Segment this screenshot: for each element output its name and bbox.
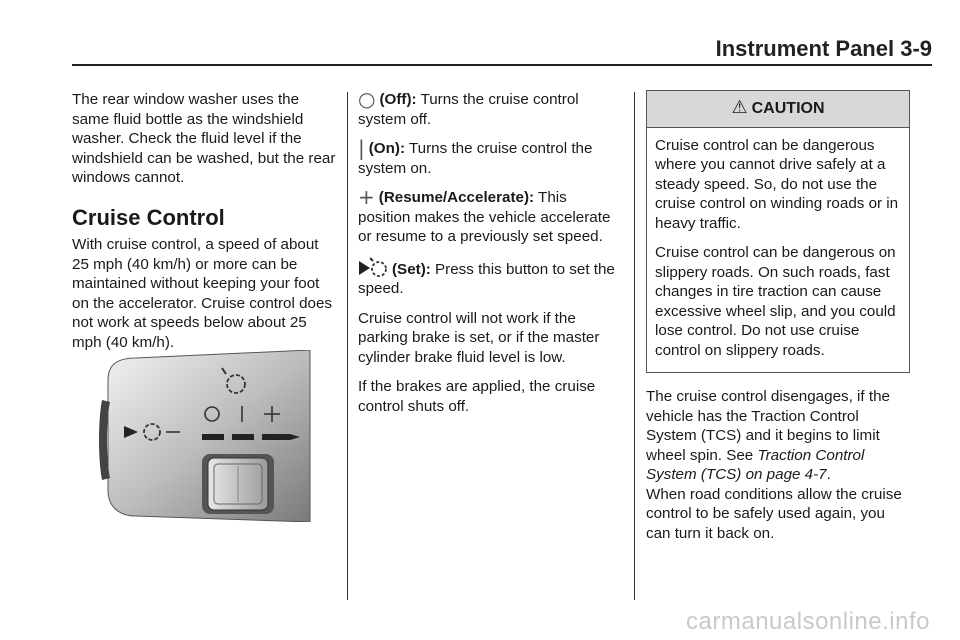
caution-body [647, 128, 909, 373]
off-label: (Off): [379, 91, 417, 108]
vertical-bar-icon: | [358, 136, 365, 160]
caution-box [646, 90, 910, 373]
tcs-text: The cruise control disengages, if the vehicle has the Traction Control System (TCS) and it begins to limit wheel spin. See [646, 388, 890, 464]
column-divider-left [347, 92, 348, 600]
off-position-item [358, 87, 622, 129]
on-description: Turns the cruise control the system on. [358, 140, 593, 177]
column-divider-right [634, 92, 635, 600]
column-2 [358, 87, 622, 426]
cruise-set-icon [358, 261, 392, 278]
plus-icon: + [358, 185, 375, 209]
header-rule [72, 64, 932, 66]
tcs-text-end: . [826, 466, 831, 483]
resume-description: This position makes the vehicle accelerate or resume to a previously set speed. [358, 189, 611, 245]
tcs-paragraph [646, 387, 910, 485]
on-label: (On): [368, 140, 406, 157]
column-1 [72, 90, 336, 362]
watermark: carmanualsonline.info [686, 608, 930, 635]
caution-header [647, 91, 909, 128]
set-description: Press this button to set the speed. [358, 260, 615, 297]
column-3 [646, 90, 910, 553]
off-description: Turns the cruise control system off. [358, 91, 579, 128]
set-label: (Set): [392, 260, 431, 278]
resume-paragraph: When road conditions allow the cruise control to be safely used again, you can turn it back on. [646, 485, 902, 542]
section-heading-cruise-control: Cruise Control [72, 204, 225, 230]
tcs-reference-link[interactable]: Traction Control System (TCS) on page 4-7 [646, 446, 865, 483]
caution-paragraph-1: Cruise control can be dangerous where you cannot drive safely at a steady speed. So, do not use the cruise control on winding roads or in heavy traffic. [655, 136, 899, 232]
circle-icon: ○ [358, 87, 376, 111]
shutoff-paragraph: If the brakes are applied, the cruise control shuts off. [358, 378, 596, 415]
warning-icon: ⚠ [731, 97, 748, 118]
header-title: Instrument Panel 3-9 [715, 36, 932, 61]
set-position-item [358, 257, 622, 299]
caution-paragraph-2: Cruise control can be dangerous on slippery roads. On such roads, fast changes in tire traction can cause excessive wheel slip, and you could lose control. Do not use cruise control on slippery roads. [655, 244, 896, 359]
brake-paragraph: Cruise control will not work if the parking brake is set, or if the master cylinder brake fluid level is low. [358, 309, 600, 366]
caution-title: CAUTION [751, 100, 825, 117]
resume-position-item [358, 185, 622, 247]
cruise-intro-paragraph: With cruise control, a speed of about 25 mph (40 km/h) or more can be maintained without keeping your foot on the accelerator. Cruise control does not work at speeds below about 25 mph (40 km/h). [72, 236, 333, 351]
washer-paragraph: The rear window washer uses the same fluid bottle as the windshield washer. Check the fluid level if the windshield can be washed, but the rear windows cannot. [72, 91, 336, 186]
on-position-item [358, 136, 622, 178]
resume-label: (Resume/Accelerate): [378, 189, 535, 206]
cruise-control-stalk-illustration [96, 350, 312, 522]
